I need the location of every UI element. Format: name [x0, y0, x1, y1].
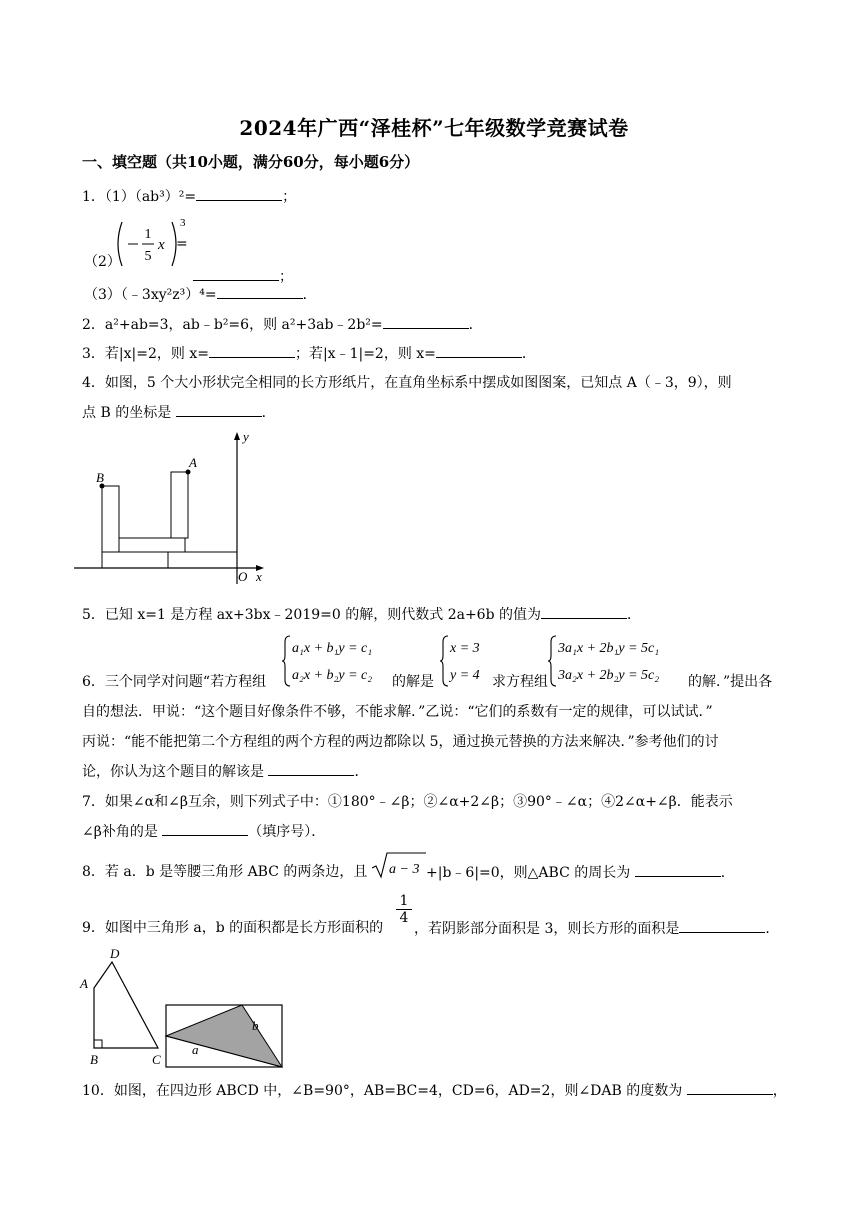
- question-6-line-2: 自的想法．甲说：“这个题目好像条件不够，不能求解．”乙说：“它们的系数有一定的规律，可以试试．”: [82, 704, 713, 720]
- question-6-system-2: [548, 632, 688, 690]
- triangle-a-label: a: [192, 1042, 199, 1057]
- svg-text:3a₁x + 2b₁y = 5c₁: 3a₁x + 2b₁y = 5c₁: [558, 641, 660, 656]
- question-6-tail: 的解．”提出各: [688, 674, 773, 690]
- triangle-b-label: b: [252, 1018, 259, 1033]
- question-1-part-2-equals: =: [176, 236, 188, 252]
- question-9-fraction: $\frac{1}{4}$: [396, 893, 412, 926]
- section-heading: 一、填空题（共10小题，满分60分，每小题6分）: [82, 153, 420, 171]
- svg-text:x = 3: x = 3: [450, 641, 480, 656]
- question-6-lead: 6．三个同学对问题“若方程组: [82, 674, 267, 690]
- question-4-line-2: 点 B 的坐标是 ．: [82, 402, 276, 423]
- question-1-part-2-label: （2）: [84, 254, 121, 270]
- question-6-line-4: 论，你认为这个题目的解该是 ．: [82, 761, 368, 782]
- question-9-tail: ，若阴影部分面积是 3，则长方形的面积是 ．: [414, 918, 779, 939]
- question-6-line-3: 丙说：“能不能把第二个方程组的两个方程的两边都除以 5，通过换元替换的方法来解决．”参考他们的讨: [82, 734, 719, 750]
- svg-text:3a₂x + 2b₂y = 5c₂: 3a₂x + 2b₂y = 5c₂: [558, 668, 660, 683]
- page-title: 2024年广西“泽桂杯”七年级数学竞赛试卷: [239, 116, 629, 140]
- x-axis-label: x: [256, 569, 262, 584]
- svg-text:a − 3: a − 3: [389, 862, 420, 877]
- question-8-sqrt: [372, 850, 426, 880]
- question-5: 5．已知 x=1 是方程 ax+3bx﹣2019=0 的解，则代数式 2a+6b 的值为 ．: [82, 604, 641, 625]
- y-axis-label: y: [243, 429, 249, 444]
- question-4-line-1: 4．如图，5 个大小形状完全相同的长方形纸片，在直角坐标系中摆成如图图案，已知点 A（﹣3，9），则: [82, 375, 732, 391]
- question-4-figure: [72, 428, 272, 588]
- point-a-label: A: [189, 455, 197, 470]
- variable-x: x: [158, 237, 165, 253]
- svg-text:y = 4: y = 4: [450, 668, 480, 683]
- question-3: 3．若|x|=2，则 x= ；若|x﹣1|=2，则 x= ．: [82, 343, 536, 364]
- vertex-d-label: D: [110, 946, 120, 961]
- question-6-mid-1: 的解是: [392, 674, 434, 690]
- question-10: 10．如图，在四边形 ABCD 中，∠B=90°，AB=BC=4，CD=6，AD=2，则∠DAB 的度数为 ，: [82, 1080, 787, 1101]
- question-1-part-2-blank: ；: [193, 266, 293, 287]
- fraction-numerator: 1: [144, 227, 152, 242]
- question-1-part-3: （3）（﹣3xy²z³）⁴= ．: [84, 284, 317, 305]
- question-9-lead: 9．如图中三角形 a，b 的面积都是长方形面积的: [82, 920, 384, 936]
- svg-text:a₁x + b₁y = c₁: a₁x + b₁y = c₁: [292, 641, 373, 656]
- question-6-solution: [440, 632, 492, 690]
- question-6-system-1: [282, 632, 394, 690]
- question-2: 2．a²+ab=3，ab﹣b²=6，则 a²+3ab﹣2b²= ．: [82, 314, 483, 335]
- vertex-b-label: B: [90, 1052, 98, 1067]
- question-10-figure: [74, 944, 174, 1072]
- question-7-line-2: ∠β补角的是 （填序号）．: [82, 821, 325, 842]
- question-9-figure: [164, 1003, 286, 1069]
- exponent: 3: [180, 217, 186, 229]
- question-1-part-1: 1．（1）（ab³）²= ；: [82, 186, 296, 207]
- question-6-mid-2: 求方程组: [492, 674, 548, 690]
- point-b-label: B: [96, 470, 104, 485]
- question-7-line-1: 7．如果∠α和∠β互余，则下列式子中：①180°﹣∠β；②∠α+2∠β；③90°﹣∠α；④2∠α+∠β．能表示: [82, 794, 733, 810]
- vertex-a-label: A: [80, 976, 88, 991]
- svg-text:a₂x + b₂y = c₂: a₂x + b₂y = c₂: [292, 668, 373, 683]
- question-8-tail: +|b﹣6|=0，则△ABC 的周长为 ．: [426, 862, 735, 883]
- vertex-c-label: C: [152, 1052, 161, 1067]
- fraction-denominator: 5: [144, 249, 152, 264]
- question-8-lead: 8．若 a．b 是等腰三角形 ABC 的两条边，且: [82, 864, 368, 880]
- origin-label: O: [238, 569, 248, 584]
